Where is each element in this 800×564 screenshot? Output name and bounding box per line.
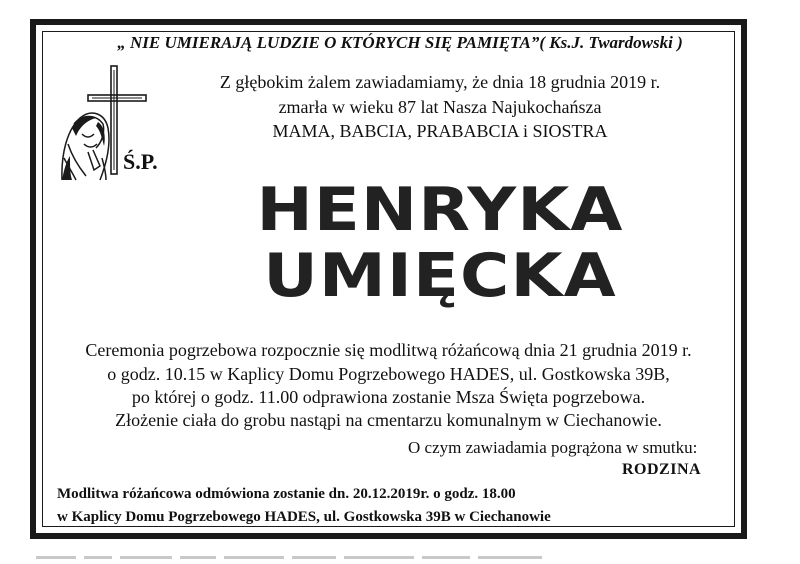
- ceremony-line-2: o godz. 10.15 w Kaplicy Domu Pogrzebowego HADES, ul. Gostkowska 39B,: [107, 364, 670, 384]
- scan-artifact: [0, 552, 800, 564]
- intro-line-2: zmarła w wieku 87 lat Nasza Najukochańsza: [278, 97, 602, 117]
- memorial-quote: „ NIE UMIERAJĄ LUDZIE O KTÓRYCH SIĘ PAMIĘTA”( Ks.J. Twardowski ): [117, 33, 683, 52]
- sign-off: O czym zawiadamia pogrążona w smutku:: [408, 438, 698, 457]
- sp-label: Ś.P.: [123, 149, 158, 174]
- intro-line-3: MAMA, BABCIA, PRABABCIA i SIOSTRA: [272, 121, 608, 141]
- intro-line-1: Z głębokim żalem zawiadamiamy, że dnia 18 grudnia 2019 r.: [219, 72, 661, 92]
- footer-line-1: Modlitwa różańcowa odmówiona zostanie dn. 20.12.2019r. o godz. 18.00: [57, 486, 516, 502]
- ceremony-line-3: po której o godz. 11.00 odprawiona zostanie Msza Święta pogrzebowa.: [131, 387, 646, 407]
- ceremony-line-1: Ceremonia pogrzebowa rozpocznie się modlitwą różańcową dnia 21 grudnia 2019 r.: [85, 340, 692, 360]
- family-signature: RODZINA: [622, 461, 702, 478]
- deceased-first-name: HENRYKA: [256, 175, 624, 245]
- ceremony-line-4: Złożenie ciała do grobu nastąpi na cmentarzu komunalnym w Ciechanowie.: [115, 410, 662, 430]
- footer-line-2: w Kaplicy Domu Pogrzebowego HADES, ul. Gostkowska 39B w Ciechanowie: [57, 509, 551, 525]
- deceased-last-name: UMIĘCKA: [263, 241, 617, 311]
